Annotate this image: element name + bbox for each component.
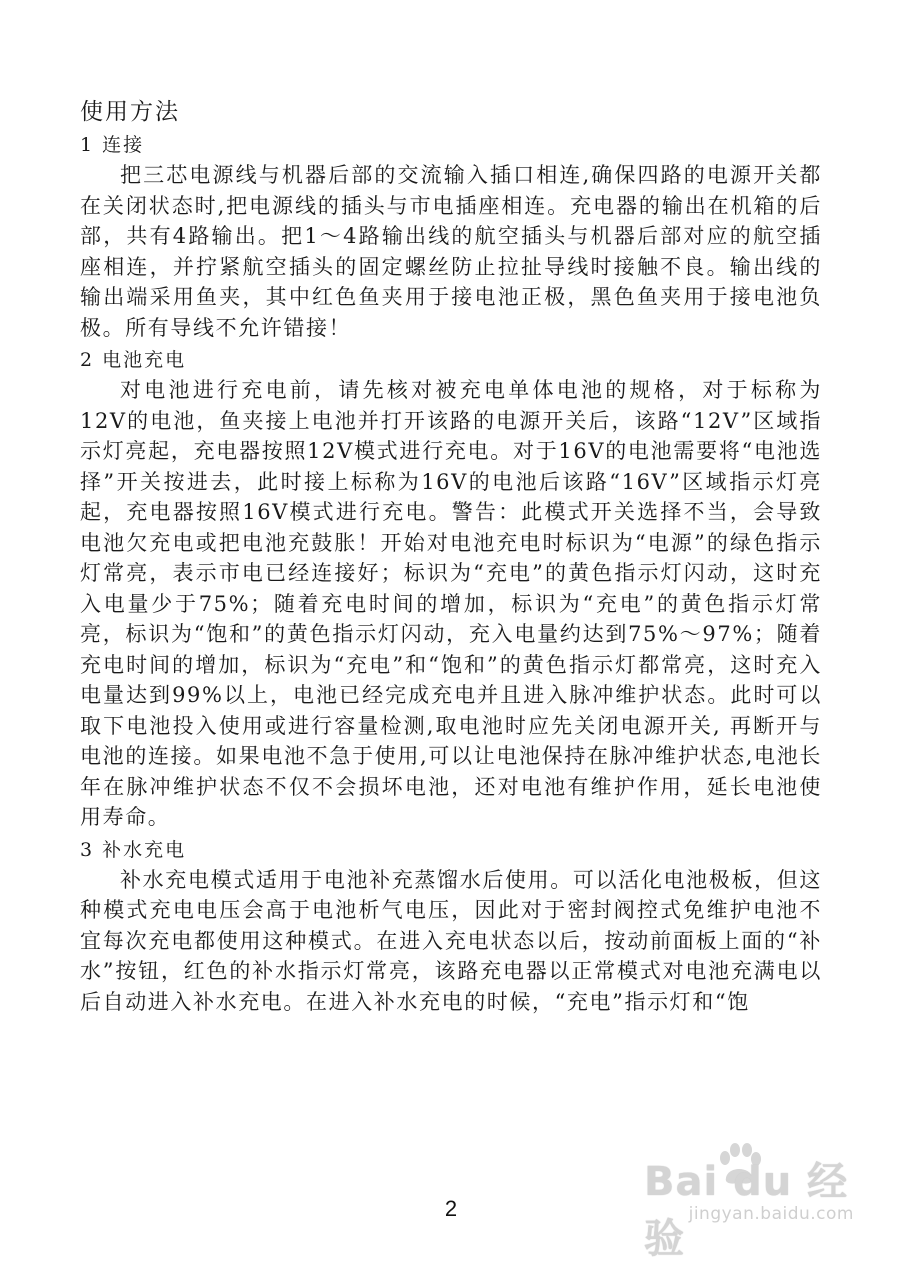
watermark-brand: Bai du 经验: [644, 1159, 849, 1262]
section-heading-water-refill-charging: 3 补水充电: [80, 838, 187, 861]
page-title: 使用方法: [80, 99, 180, 125]
section-paragraph-connect: 把三芯电源线与机器后部的交流输入插口相连,确保四路的电源开关都在关闭状态时,把电源线的插头与市电插座相连。充电器的输出在机箱的后部，共有4路输出。把1～4路输出线的航空插头与机器后部对应的航空插座相连，并拧紧航空插头的固定螺丝防止拉扯导线时接触不良。输出线的输出端采用鱼夹，其中红色鱼夹用于接电池正极，黑色鱼夹用于接电池负极。所有导线不允许错接！: [80, 163, 822, 340]
section-heading-connect: 1 连接: [80, 134, 145, 156]
section-heading-battery-charging: 2 电池充电: [80, 349, 187, 371]
baidu-jingyan-watermark: [638, 1142, 868, 1262]
section-paragraph-water-refill-charging: 补水充电模式适用于电池补充蒸馏水后使用。可以活化电池极板，但这种模式充电电压会高于电池析气电压，因此对于密封阀控式免维护电池不宜每次充电都使用这种模式。在进入充电状态以后，按动前面板上面的“补水”按钮，红色的补水指示灯常亮，该路充电器以正常模式对电池充满电以后自动进入补水充电。在进入补水充电的时候，“充电”指示灯和“饱: [80, 867, 822, 1014]
document-body: [80, 94, 822, 1017]
page-number: 2: [444, 1196, 458, 1221]
watermark-url: jingyan.baidu.com: [688, 1204, 854, 1224]
section-paragraph-battery-charging: 对电池进行充电前，请先核对被充电单体电池的规格，对于标称为12V的电池，鱼夹接上电池并打开该路的电源开关后，该路“12V”区域指示灯亮起，充电器按照12V模式进行充电。对于16V的电池需要将“电池选择”开关按进去，此时接上标称为16V的电池后该路“16V”区域指示灯亮起，充电器按照16V模式进行充电。警告：此模式开关选择不当，会导致电池欠充电或把电池充鼓胀！开始对电池充电时标识为“电源”的绿色指示灯常亮，表示市电已经连接好；标识为“充电”的黄色指示灯闪动，这时充入电量少于75%；随着充电时间的增加，标识为“充电”的黄色指示灯常亮，标识为“饱和”的黄色指示灯闪动，充入电量约达到75%～97%；随着充电时间的增加，标识为“充电”和“饱和”的黄色指示灯都常亮，这时充入电量达到99%以上，电池已经完成充电并且进入脉冲维护状态。此时可以取下电池投入使用或进行容量检测,取电池时应先关闭电源开关, 再断开与电池的连接。如果电池不急于使用,可以让电池保持在脉冲维护状态,电池长年在脉冲维护状态不仅不会损坏电池，还对电池有维护作用，延长电池使用寿命。: [80, 378, 822, 829]
